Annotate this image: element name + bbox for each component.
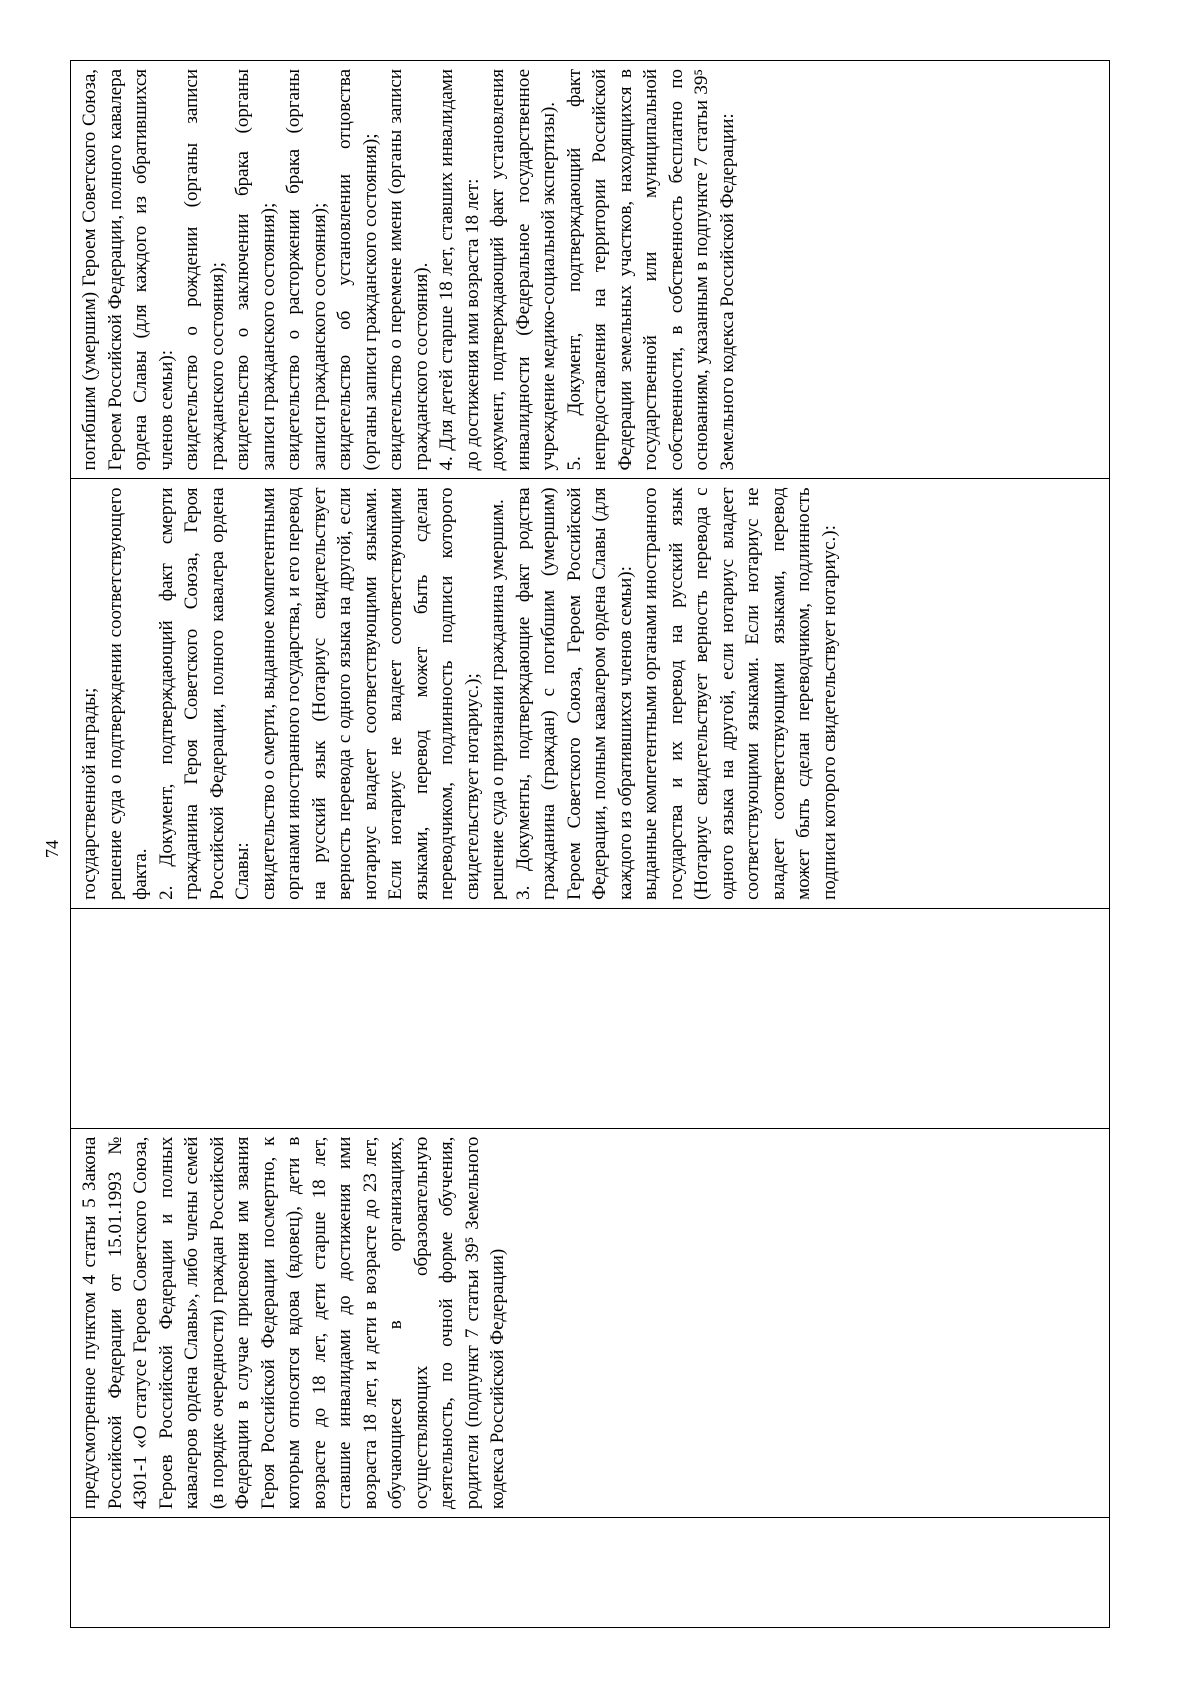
table-column-3	[71, 908, 1109, 1128]
table-column-4	[71, 478, 1109, 907]
table-column-1	[71, 1517, 1109, 1627]
cell-text-4: государственной награды; решение суда о подтверждении соответствующего факта. 2. Документ, подтверждающий факт смерти гражданина Героя Советского Союза, Героя Российской Федерации, полного кавалера ордена Славы: свидетельство о смерти, выданное компетентными органами иностранного государства, и его перевод на русский язык (Нотариус свидетельствует верность перевода с одного языка на другой, если нотариус владеет соответствующими языками. Если нотариус не владеет соответствующими языками, перевод может быть сделан переводчиком, подлинность подписи которого свидетельствует нотариус.); решение суда о признании гражданина умершим. 3. Документы, подтверждающие факт родства гражданина (граждан) с погибшим (умершим) Героем Советского Союза, Героем Российской Федерации, полным кавалером ордена Славы (для каждого из обратившихся членов семьи): выданные компетентными органами иностранного государства и их перевод на русский язык (Нотариус свидетельствует верность перевода с одного языка на другой, если нотариус владеет соответствующими языками. Если нотариус не владеет соответствующими языками, перевод может быть сделан переводчиком, подлинность подписи которого свидетельствует нотариус.):	[79, 487, 840, 900]
page-number: 74	[42, 840, 62, 858]
cell-text-2: предусмотренное пунктом 4 статьи 5 Закона Российской Федерации от 15.01.1993 № 4301-1 «О статусе Героев Советского Союза, Героев Российской Федерации и полных кавалеров ордена Славы», либо члены семей (в порядке очередности) граждан Российской Федерации в случае присвоения им звания Героя Российской Федерации посмертно, к которым относятся вдова (вдовец), дети в возрасте до 18 лет, дети старше 18 лет, ставшие инвалидами до достижения ими возраста 18 лет, и дети в возрасте до 23 лет, обучающиеся в организациях, осуществляющих образовательную деятельность, по очной форме обучения, родители (подпункт 7 статьи 39⁵ Земельного кодекса Российской Федерации)	[79, 1136, 508, 1510]
table-column-5	[71, 61, 1109, 478]
document-table	[70, 60, 1110, 1628]
table-column-2	[71, 1128, 1109, 1518]
cell-text-5: погибшим (умершим) Героем Советского Союза, Героем Российской Федерации, полного кавалера ордена Славы (для каждого из обратившихся членов семьи): свидетельство о рождении (органы записи гражданского состояния); свидетельство о заключении брака (органы записи гражданского состояния); свидетельство о расторжении брака (органы записи гражданского состояния); свидетельство об установлении отцовства (органы записи гражданского состояния); свидетельство о перемене имени (органы записи гражданского состояния). 4. Для детей старше 18 лет, ставших инвалидами до достижения ими возраста 18 лет: документ, подтверждающий факт установления инвалидности (Федеральное государственное учреждение медико-социальной экспертизы). 5. Документ, подтверждающий факт непредоставления на территории Российской Федерации земельных участков, находящихся в государственной или муниципальной собственности, в собственность бесплатно по основаниям, указанным в подпункте 7 статьи 39⁵ Земельного кодекса Российской Федерации:	[79, 68, 738, 471]
